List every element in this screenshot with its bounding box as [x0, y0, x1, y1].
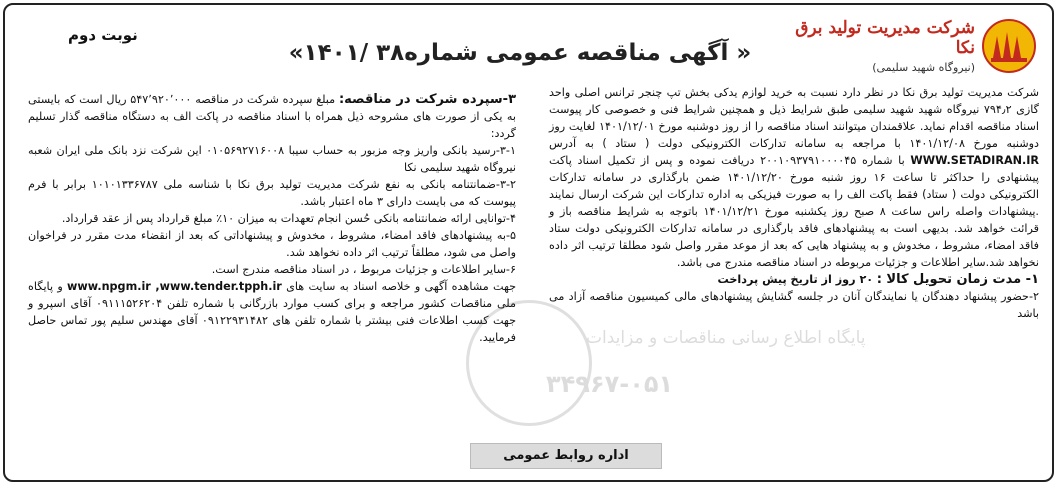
company-name: شرکت مدیریت تولید برق نکا: [795, 18, 975, 58]
item-1: [549, 271, 1039, 288]
item-4: ۴-توانایی ارائه ضمانتنامه بانکی حُسن انجام تعهدات به میزان ۱۰٪ مبلغ قرارداد پس از عقد قرارداد.: [61, 212, 516, 225]
watermark-number: ۳۴۹۶۷-۰۵۱: [546, 370, 674, 398]
contact-text: و پایگاه ملی مناقصات کشور مراجعه و برای کسب موارد بازرگانی با شماره تلفن ۰۹۱۱۱۵۲۶۲۰۴ آقای اسپرو و جهت کسب اطلاعات فنی بیشتر با شماره تلفن های ۰۹۱۲۲۹۳۱۴۸۲ آقای مهندس سلیم پور تماس حاصل فرمایید.: [28, 280, 516, 344]
company-subtitle: (نیروگاه شهید سلیمی): [872, 61, 975, 74]
item-3-2: ۳-۲-ضمانتنامه بانکی به نفع شرکت مدیریت تولید برق نکا با شناسه ملی ۱۰۱۰۱۳۳۶۷۸۷ برابر با فرم پیوست که می بایست دارای ۳ ماه اعتبار باشد.: [28, 178, 517, 208]
left-column: [28, 91, 516, 346]
item-1-text: ۲۰ روز از تاریخ پیش پرداخت: [717, 273, 874, 286]
item-2: ۲-حضور پیشنهاد دهندگان یا نمایندگان آنان در جلسه گشایش پیشنهادهای مالی کمیسیون مناقصه آزاد می باشد: [549, 290, 1039, 320]
sites-paragraph: [28, 278, 516, 346]
right-column: [549, 84, 1039, 322]
sites-lead: جهت مشاهده آگهی و خلاصه اسناد به سایت های: [286, 280, 517, 293]
intro-body-text: با شماره ۲۰۰۱۰۹۳۷۹۱۰۰۰۰۴۵ دریافت نموده و پس از تکمیل اسناد پاکت پیشنهادی را حداکثر تا ساعت ۱۶ روز شنبه مورخ ۱۴۰۱/۱۲/۲۰ ضمن بارگذاری در سامانه تدارکات الکترونیکی دولت ( ستاد) فقط پاکت الف را به صورت فیزیکی به اداره تدارکات این شرکت ارسال نمایند .پیشنهادات واصله راس ساعت ۸ صبح روز یکشنبه مورخ ۱۴۰۱/۱۲/۲۱ باتوجه به شرایط مناقصه باز و قرائت خواهد شد. بدیهی است به پیشنهادهای فاقد بارگذاری در سامانه تدارکات الکترونیکی دولت ستاد فاقد امضاء، مشروط ، مخدوش و به پیشنهاد هایی که بعد از موعد مقرر واصل شود مطلقا ترتیب اثر داده نخواهد شد.سایر اطلاعات و جزئیات مربوطه در اسناد مناقصه مندرج می باشد.: [549, 154, 1039, 269]
setad-site-link[interactable]: WWW.SETADIRAN.IR: [910, 154, 1040, 167]
item-6: ۶-سایر اطلاعات و جزئیات مربوط ، در اسناد مناقصه مندرج است.: [211, 263, 516, 276]
item-3-text: مبلغ سپرده شرکت در مناقصه ۵۴۷٬۹۲۰٬۰۰۰ ریال است که بایستی به یکی از صورت های مشروحه ذیل همراه با اسناد مناقصه در پاکت الف به دستگاه مناقصه گذار تسلیم گردد:: [28, 93, 516, 140]
item-5: ۵-به پیشنهادهای فاقد امضاء، مشروط ، مخدوش و پیشنهاداتی که بعد از انقضاء مدت مقرر در فراخوان واصل می شود، مطلقاً ترتیب اثر داده نخواهد شد.: [28, 229, 516, 259]
item-1-heading: ۱- مدت زمان تحویل کالا :: [876, 272, 1039, 287]
item-3-heading: ۳-سپرده شرکت در مناقصه:: [338, 92, 517, 107]
power-plant-logo-icon: [981, 18, 1037, 74]
notice-title: « آگهی مناقصه عمومی شماره۳۸ /۱۴۰۱»: [288, 40, 752, 66]
publication-turn: نوبت دوم: [68, 26, 138, 44]
intro-text: شرکت مدیریت تولید برق نکا در نظر دارد نسبت به خرید لوازم یدکی بخش تپ چنجر ترانس اصلی واحد گازی ۷۹۴٫۲ نیروگاه شهید شهید سلیمی طبق شرایط ذیل و همچنین شرایط فنی و خصوصی کار پیوست اسناد مناقصه اقدام نماید. علاقمندان میتوانند اسناد مناقصه را از روز دوشنبه مورخ ۱۴۰۱/۱۲/۰۱ لغایت روز دوشنبه مورخ ۱۴۰۱/۱۲/۰۸ با مراجعه به سامانه تدارکات الکترونیکی دولت ( ستاد ) به آدرس: [549, 86, 1039, 150]
footer-department: اداره روابط عمومی: [470, 443, 662, 469]
watermark-text: پایگاه اطلاع رسانی مناقصات و مزایدات: [586, 328, 866, 348]
intro-paragraph: [549, 84, 1039, 271]
item-3: [28, 91, 516, 142]
item-3-1: ۳-۱-رسید بانکی واریز وجه مزبور به حساب سیبا ۰۱۰۵۶۹۲۷۱۶۰۰۸ این شرکت نزد بانک ملی ایران شعبه نیروگاه شهید سلیمی نکا: [28, 144, 516, 174]
company-logo: [785, 16, 1037, 76]
tender-sites-links[interactable]: www.npgm.ir ,www.tender.tpph.ir: [67, 280, 282, 293]
